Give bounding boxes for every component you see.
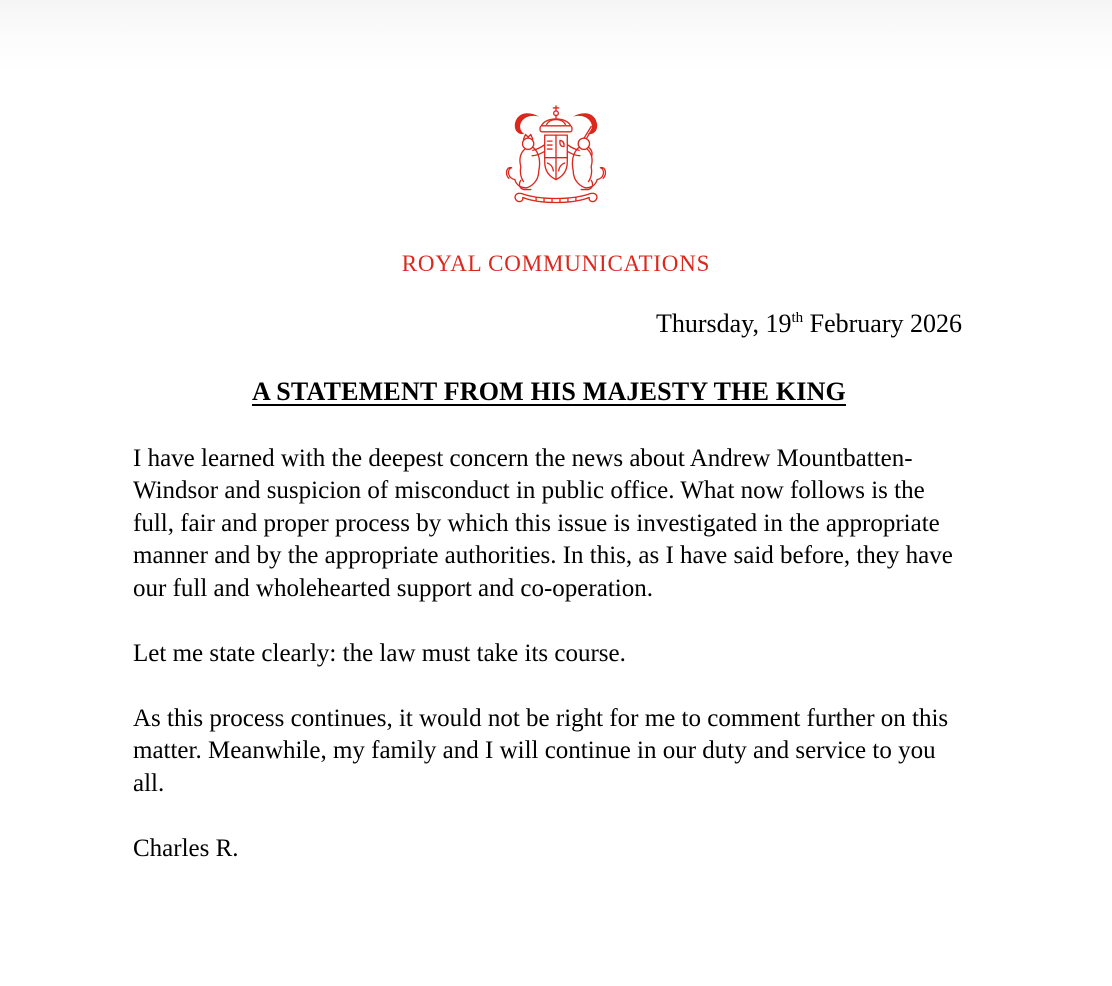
masthead: [0, 96, 1112, 277]
statement-body: [133, 376, 965, 865]
statement-paragraph-3: As this process continues, it would not be right for me to comment further on this matter. Meanwhile, my family and I will continue in our duty and service to you all.: [133, 704, 949, 797]
date-prefix: Thursday, 19: [655, 309, 792, 338]
royal-coat-of-arms-icon: [483, 96, 629, 234]
statement-paragraph-2: Let me state clearly: the law must take its course.: [133, 639, 626, 667]
date-ordinal-suffix: th: [791, 310, 804, 326]
page-top-gradient: [0, 0, 1112, 72]
statement-paragraph-1: I have learned with the deepest concern the news about Andrew Mountbatten-Windsor and suspicion of misconduct in public office. What now follows is the full, fair and proper process by which this issue is investigated in the appropriate manner and by the appropriate authorities. In this, as I have said before, they have our full and wholehearted support and co-operation.: [133, 444, 953, 602]
organization-title: ROYAL COMMUNICATIONS: [401, 251, 711, 276]
statement-title: A STATEMENT FROM HIS MAJESTY THE KING: [252, 377, 846, 406]
signature-line: Charles R.: [133, 834, 239, 862]
date-suffix: February 2026: [803, 309, 962, 338]
date-line: [656, 309, 962, 339]
